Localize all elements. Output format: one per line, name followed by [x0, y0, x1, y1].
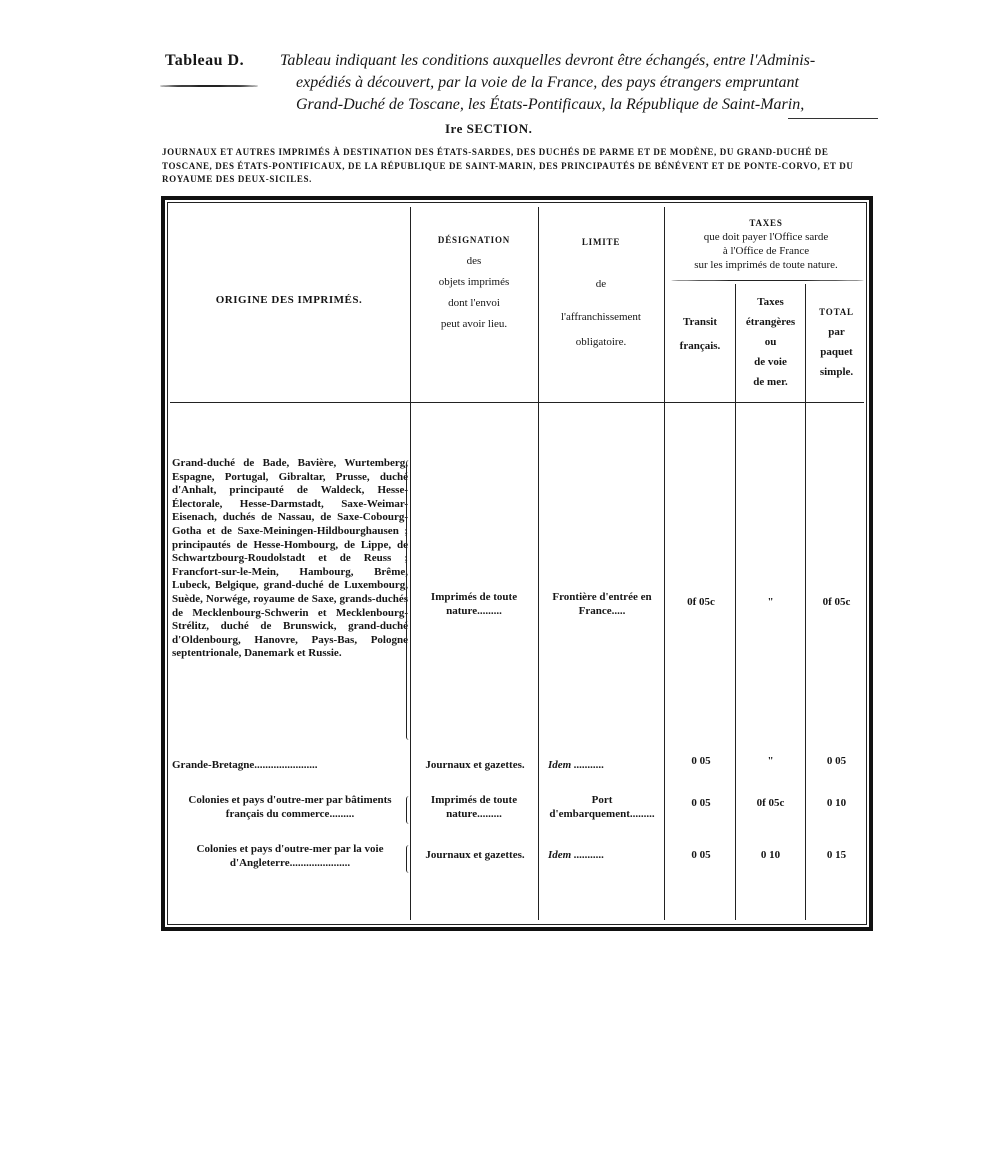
taxes-group-rule — [671, 280, 864, 281]
transit-line-1: Transit — [682, 316, 718, 328]
row-4-total: 0 15 — [826, 849, 847, 861]
row-4-brace — [406, 845, 413, 873]
row-4-limite: Idem ........... — [548, 849, 605, 861]
row-1-transit: 0f 05c — [687, 596, 715, 608]
title-line-2: expédiés à découvert, par la voie de la France, des pays étrangers empruntant — [296, 74, 799, 91]
header-bottom-rule — [170, 402, 864, 403]
row-3-etrangeres: 0f 05c — [756, 797, 785, 809]
row-3-limite: Port d'embarquement......... — [549, 794, 655, 820]
col-divider-taxes — [664, 207, 665, 920]
col-header-origin: ORIGINE DES IMPRIMÉS. — [215, 294, 363, 306]
row-4-etrangeres: 0 10 — [760, 849, 781, 861]
etrangeres-line-5: de mer. — [753, 376, 788, 388]
total-title: TOTAL — [819, 307, 854, 317]
etrangeres-line-1: Taxes — [757, 296, 784, 308]
designation-line-2: des — [466, 255, 482, 267]
limite-line-3: l'affranchissement — [561, 311, 641, 323]
col-header-designation — [412, 230, 536, 335]
taxes-line-2: que doit payer l'Office sarde — [703, 231, 829, 243]
row-1-brace — [406, 460, 413, 740]
col-divider-total — [805, 284, 806, 920]
limite-title: LIMITE — [581, 237, 621, 247]
col-header-total — [807, 302, 866, 382]
row-4-designation: Journaux et gazettes. — [425, 849, 525, 861]
row-1-origin: Grand-duché de Bade, Bavière, Wurtemberg, Espagne, Portugal, Gibraltar, Prusse, duché d'Anhalt, principauté de Waldeck, Hesse-Électorale, Hesse-Darmstadt, Saxe-Weimar-Eisenach, duchés de Nassau, de Saxe-Cobourg-Gotha et de Saxe-Meiningen-Hildbourghausen ; principautés de Hesse-Hombourg, de Lippe, de Schwartzbourg-Roudolstadt et de Reuss ; Francfort-sur-le-Mein, Hambourg, Brême, Lubeck, Belgique, grand-duché de Luxembourg, Suède, Norwége, royaume de Saxe, grands-duchés de Mecklenbourg-Schwerin et Mecklenbourg-Strélitz, duché de Brunswick, grand-duché d'Oldenbourg, Hanovre, Pays-Bas, Pologne septentrionale, Danemark et Russie. — [172, 457, 408, 660]
row-2-transit: 0 05 — [691, 755, 711, 767]
transit-line-2: français. — [679, 340, 721, 352]
section-description: JOURNAUX ET AUTRES IMPRIMÉS À DESTINATION DES ÉTATS-SARDES, DES DUCHÉS DE PARME ET DE MODÈNE, DU GRAND-DUCHÉ DE TOSCANE, DES ÉTATS-PONTIFICAUX, DE LA RÉPUBLIQUE DE SAINT-MARIN, DES PRINCIPAUTÉS DE BÉNÉVENT ET DE PONTE-CORVO, ET DU ROYAUME DES DEUX-SICILES. — [162, 147, 854, 185]
total-line-2: par — [828, 326, 845, 338]
limite-line-2: de — [595, 278, 607, 290]
etrangeres-line-3: ou — [764, 336, 777, 348]
designation-title: DÉSIGNATION — [437, 235, 511, 245]
taxes-line-3: à l'Office de France — [722, 245, 810, 257]
taxes-line-4: sur les imprimés de toute nature. — [694, 259, 838, 271]
row-4-origin: Colonies et pays d'outre-mer par la voie d'Angleterre...................... — [196, 843, 384, 869]
row-1-total: 0f 05c — [822, 596, 851, 608]
section-title: Ire SECTION. — [445, 121, 533, 136]
row-2-designation: Journaux et gazettes. — [425, 759, 525, 771]
designation-line-4: dont l'envoi — [448, 297, 500, 309]
title-line-1: Tableau indiquant les conditions auxquelles devront être échangés, entre l'Adminis- — [280, 52, 816, 69]
row-2-limite: Idem ........... — [548, 759, 605, 771]
tableau-label: Tableau D. — [165, 52, 245, 69]
row-1-limite: Frontière d'entrée en France..... — [552, 591, 652, 617]
row-1-designation: Imprimés de toute nature......... — [430, 591, 518, 617]
etrangeres-line-2: étrangères — [745, 316, 796, 328]
etrangeres-line-4: de voie — [754, 356, 787, 368]
title-line-3: Grand-Duché de Toscane, les États-Pontificaux, la République de Saint-Marin, — [296, 96, 805, 113]
row-2-etrangeres: " — [767, 755, 774, 767]
row-3-transit: 0 05 — [691, 797, 711, 809]
designation-line-3: objets imprimés — [438, 276, 510, 288]
row-3-designation: Imprimés de toute nature......... — [430, 794, 518, 820]
col-header-taxes-group — [666, 216, 866, 272]
total-line-4: simple. — [819, 366, 854, 378]
row-4-transit: 0 05 — [691, 849, 711, 861]
row-3-origin: Colonies et pays d'outre-mer par bâtiments français du commerce......... — [188, 794, 392, 820]
designation-line-5: peut avoir lieu. — [440, 318, 508, 330]
row-3-total: 0 10 — [826, 797, 847, 809]
col-header-limite — [540, 230, 662, 355]
limite-line-4: obligatoire. — [575, 336, 627, 348]
row-1-etrangeres: " — [767, 596, 774, 608]
col-header-transit — [666, 310, 734, 358]
row-3-brace — [406, 796, 413, 824]
title-rule — [788, 118, 878, 119]
label-underline — [160, 85, 258, 87]
row-2-total: 0 05 — [826, 755, 847, 767]
total-line-3: paquet — [820, 346, 853, 358]
taxes-title: TAXES — [749, 218, 783, 228]
col-header-etrangeres — [737, 292, 804, 392]
row-2-origin: Grande-Bretagne....................... — [172, 759, 318, 771]
col-divider-limite — [538, 207, 539, 920]
